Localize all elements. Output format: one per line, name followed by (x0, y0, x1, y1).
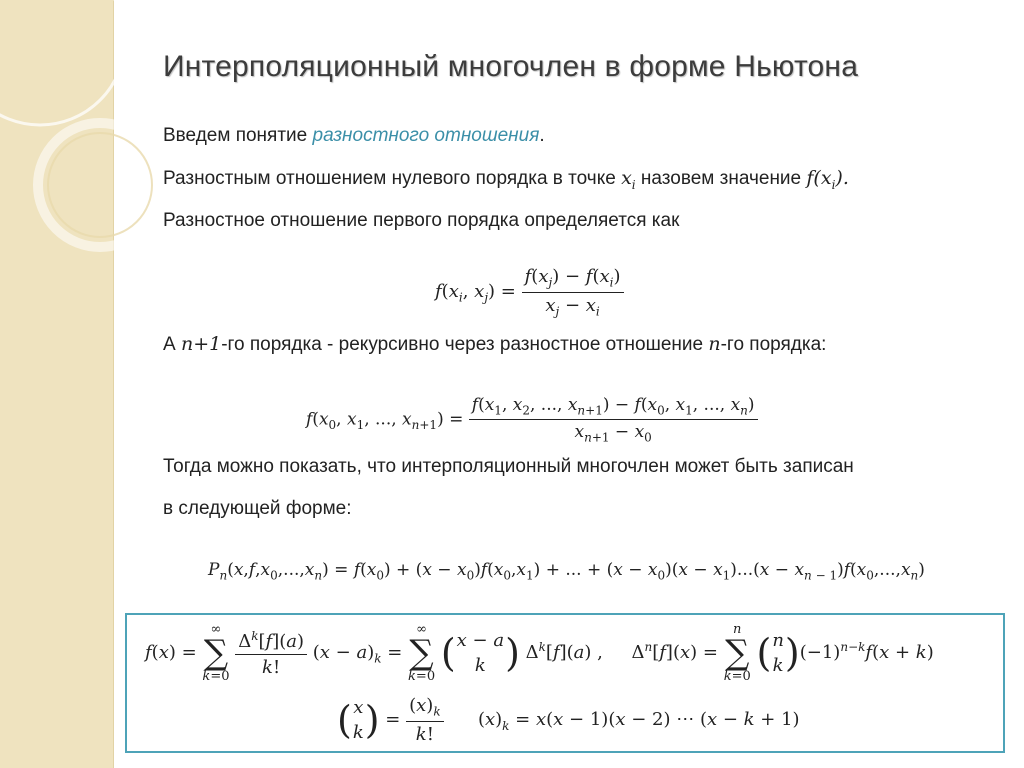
highlighted-term: разностного отношения (312, 125, 540, 146)
text-line-intro (163, 125, 545, 147)
zero-order-text: Разностным отношением нулевого порядка в точке (163, 168, 622, 189)
text-line-conclusion: Тогда можно показать, что интерполяционный многочлен может быть записан (163, 456, 854, 477)
binomial-definition: ( x k ) = $\frac{(x)_k}{k!}$ $(x)_k = x(x - 1)(x - 2)$ ⋯ (x − k + 1) (337, 695, 800, 745)
recursive-fraction: $\frac{f(x_1, x_2, ..., x_{n+1}) - f(x_0, x_1, ..., x_n)}{x_{n+1} - x_0}$ (469, 395, 758, 445)
zero-order-middle: назовем значение (635, 168, 807, 189)
first-order-formula: $f(x_i$, $x_j$) = $\frac{f(x_j) - f(x_i)}{x_j - x_i}$ (435, 266, 624, 318)
recursive-text-middle: -го порядка - рекурсивно через разностное отношение (221, 334, 709, 355)
function-value: $f(x_i)$. (806, 167, 849, 192)
series-formula-box (125, 613, 1005, 753)
intro-text: Введем понятие (163, 125, 313, 146)
text-line-form: в следующей форме: (163, 498, 352, 519)
order-variable-n: n (708, 333, 721, 355)
first-order-fraction: $\frac{f(x_j) - f(x_i)}{x_j - x_i}$ (522, 266, 624, 318)
point-variable: $x_i$ (621, 167, 636, 192)
intro-period: . (539, 125, 545, 146)
text-line-recursive (163, 333, 826, 356)
recursive-formula: $f(x_0$, $x_1$, ..., $x_{n+1}$) = $\frac{f(x_1, x_2, ..., x_{n+1}) - f(x_0, x_1, ..., x_n)}{x_{n+1} - x_0}$ (306, 395, 758, 445)
text-line-zero-order (163, 167, 849, 192)
text-line-first-order: Разностное отношение первого порядка определяется как (163, 210, 680, 231)
recursive-text-end: -го порядка: (720, 334, 827, 355)
taylor-newton-series: f(x) = ∞ ∑ k=0 $\frac{\Delta^k[f](a)}{k!}$ $(x - a)_k$ = ∞ ∑ k=0 ( x − a k ) $\Delta^k[f](a)$ , $\Delta^n[f](x)$ = n ∑ k=0 ( n k ) $(-1)^{n-k}f(x + k)$ (145, 622, 934, 684)
order-variable: n+1 (180, 333, 222, 355)
newton-polynomial-formula: $P_n(x,f,x_0,...,x_n) = f(x_0) + (x - x_0)f(x_0,x_1)$ + ... + $(x - x_0)(x - x_1)...(x - x_n$ $_{- 1})f(x_0,...,x_n)$ (208, 560, 925, 583)
recursive-text-start: А (163, 334, 181, 355)
slide-title: Интерполяционный многочлен в форме Ньютона (163, 50, 859, 83)
